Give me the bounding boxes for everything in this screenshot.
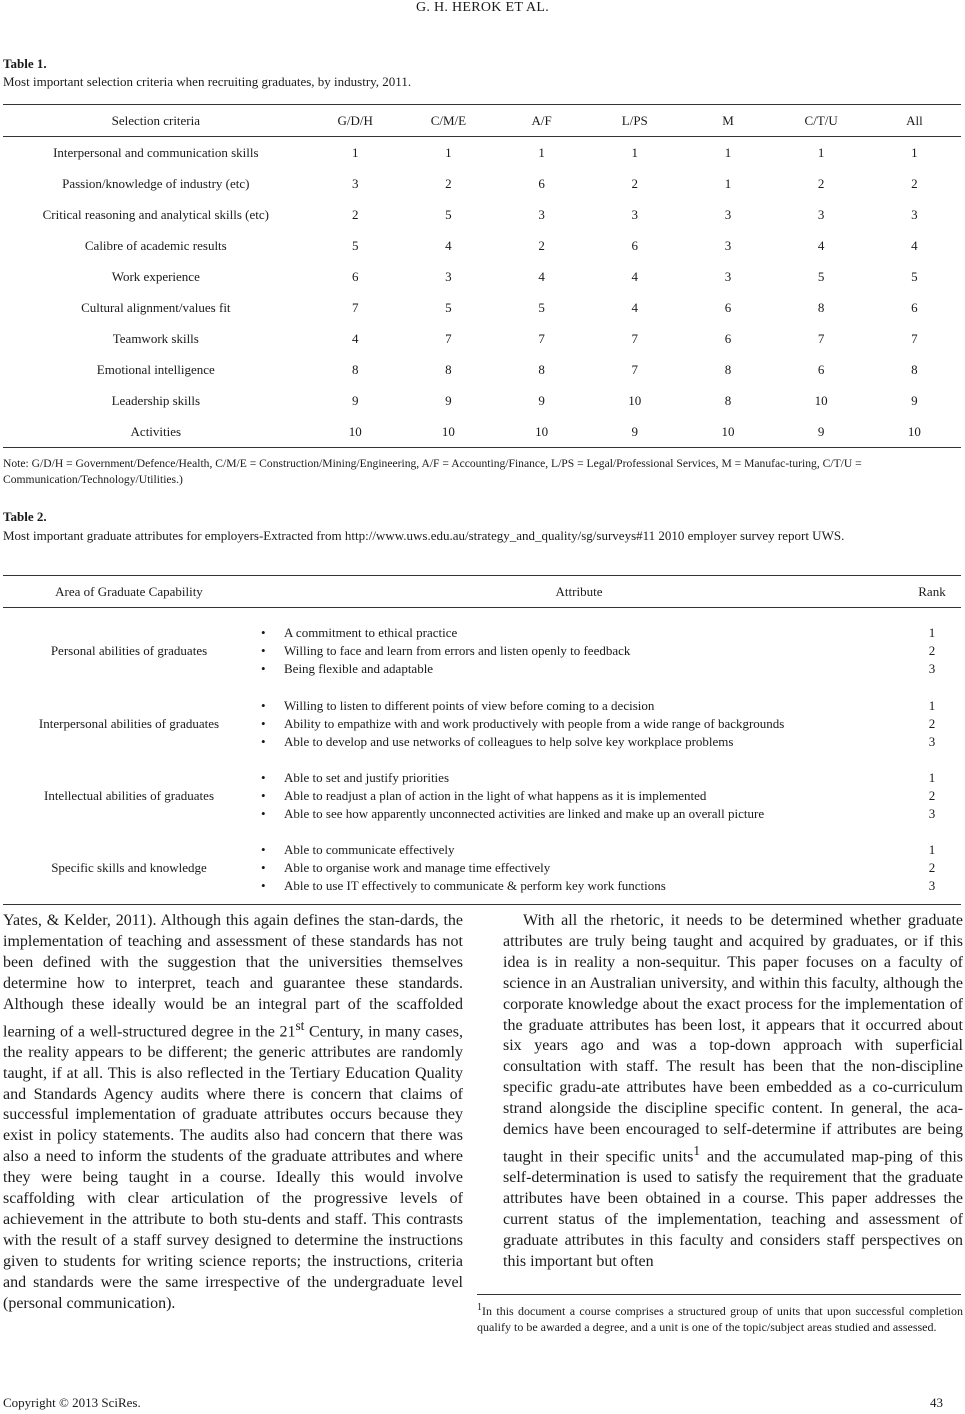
attribute-cell [255,832,903,905]
attribute-item: • Able to organise work and manage time effectively [255,859,903,877]
rank-value: 2 [928,716,936,731]
rank-value: 1 [928,842,936,857]
rank-cell: 9 [775,416,868,448]
table-row [3,832,961,905]
table2-header-area: Area of Graduate Capability [3,576,255,608]
rank-cell: 9 [445,392,452,408]
table1-note: Note: G/D/H = Government/Defence/Health, C/M/E = Construction/Mining/Engineering, A/F = Accounting/Finance, L/PS = Legal/Professional Services, M = Manufac-turing, C/T/U = Communication/Technology/Utilities.) [3,457,862,486]
rank-cell: 1 [724,144,732,160]
criteria-cell: Activities [3,416,309,448]
table-row [3,354,961,385]
table2-label: Table 2. [3,509,47,524]
criteria-cell: Emotional intelligence [96,361,215,377]
rank-cell: 9 [588,416,681,448]
rank-cell: 2 [817,175,825,191]
rank-cell [903,760,961,832]
body-column-left [3,911,463,1315]
rank-cell: 2 [631,175,639,191]
rank-cell: 10 [309,416,402,448]
rank-cell: 2 [351,206,359,222]
criteria-cell: Interpersonal and communication skills [53,144,259,160]
table1-body [3,137,961,448]
table-row [3,168,961,199]
rank-cell: 4 [631,268,639,284]
attribute-list [255,697,903,751]
paragraph [503,911,963,1273]
attribute-cell [255,608,903,689]
rank-cell: 2 [538,237,545,253]
rank-cell: 3 [724,237,732,253]
attribute-item: • Ability to empathize with and work productively with people from a wide range of backgrounds [255,715,903,733]
table2-body [3,608,961,905]
rank-cell: 2 [911,175,918,191]
rank-cell: 8 [724,361,732,377]
capability-area-cell: Interpersonal abilities of graduates [38,716,220,731]
rank-cell: 3 [911,206,918,222]
rank-cell: 9 [351,392,359,408]
rank-cell [903,688,961,760]
table-row [3,230,961,261]
rank-cell: 4 [351,330,359,346]
criteria-cell: Work experience [111,268,200,284]
table1-header-cell: G/D/H [309,105,402,137]
rank-cell: 7 [631,330,639,346]
attribute-list [255,624,903,678]
rank-value: 2 [928,643,936,658]
rank-cell: 3 [351,175,359,191]
rank-cell [903,832,961,905]
rank-cell: 6 [538,175,545,191]
criteria-cell: Critical reasoning and analytical skills (etc) [42,206,269,222]
rank-cell: 4 [911,237,918,253]
table2 [3,575,961,905]
rank-cell: 10 [681,416,774,448]
capability-area-cell: Personal abilities of graduates [50,643,208,658]
table1 [3,104,961,448]
attribute-item: • A commitment to ethical practice [255,624,903,642]
rank-cell: 1 [817,144,825,160]
rank-cell: 4 [445,237,452,253]
attribute-item: • Being flexible and adaptable [255,660,903,678]
attribute-item: • Able to communicate effectively [255,841,903,859]
rank-cell: 5 [351,237,359,253]
rank-cell: 3 [817,206,825,222]
table-row [3,292,961,323]
attribute-item: • Able to set and justify priorities [255,769,903,787]
attribute-list [255,841,903,895]
rank-value: 3 [928,806,936,821]
text-run: and the accumulated map-ping of this self-determination is used to satisfy the requirement that the graduate attributes have been obtained in a course. This paper addresses the current status of the implementation, teaching and assessment of graduate attributes in this faculty and considers staff perspectives on this important but often [503,1148,963,1270]
page-number: 43 [930,1395,943,1410]
rank-cell: 5 [538,299,545,315]
criteria-cell: Teamwork skills [112,330,199,346]
rank-cell: 6 [911,299,918,315]
rank-cell: 3 [724,206,732,222]
criteria-cell: Cultural alignment/values fit [81,299,231,315]
table-row [3,261,961,292]
copyright-footer: Copyright © 2013 SciRes. [3,1395,141,1410]
rank-cell: 8 [911,361,918,377]
table-row [3,416,961,448]
footnote-marker: 1 [477,1302,482,1313]
text-run: Yates, & Kelder, 2011). Although this again defines the stan-dards, the implementation of teaching and assessment of these standards has not been defined with the suggestion that the universities themselves determine how to interpret, teach and guarantee these standards. Although these ideally would be an integral part of the scaffolded learning of a well-structured degree in the 21 [3,912,463,1040]
rank-cell: 1 [911,144,918,160]
rank-value: 3 [928,878,936,893]
rank-cell: 4 [817,237,825,253]
table1-header-cell: All [868,105,961,137]
rank-cell: 4 [538,268,545,284]
rank-cell: 8 [724,392,732,408]
rank-cell: 7 [911,330,918,346]
rank-cell: 3 [631,206,639,222]
rank-cell: 1 [351,144,359,160]
table2-caption: Most important graduate attributes for employers-Extracted from http://www.uws.edu.au/strategy_and_quality/sg/surveys#11 2010 employer survey report UWS. [3,528,845,543]
table1-header-cell: A/F [495,105,588,137]
running-header: G. H. HEROK ET AL. [415,0,550,15]
table-row [3,137,961,169]
criteria-cell: Leadership skills [111,392,201,408]
rank-cell: 8 [538,361,545,377]
table-row [3,688,961,760]
table1-header-cell: M [681,105,774,137]
table1-header-cell: C/M/E [402,105,495,137]
attribute-item: • Able to develop and use networks of colleagues to help solve key workplace problems [255,733,903,751]
rank-cell: 10 [628,392,642,408]
rank-cell: 3 [445,268,452,284]
rank-cell: 6 [817,361,825,377]
rank-cell: 10 [868,416,961,448]
table1-caption: Most important selection criteria when recruiting graduates, by industry, 2011. [3,74,412,89]
table-row [3,199,961,230]
attribute-cell [255,688,903,760]
rank-cell: 6 [351,268,359,284]
rank-cell: 10 [814,392,828,408]
rank-value: 3 [928,734,936,749]
rank-cell: 6 [724,330,732,346]
rank-cell: 2 [445,175,452,191]
attribute-item: • Able to readjust a plan of action in the light of what happens as it is implemented [255,787,903,805]
footnote-text: In this document a course comprises a structured group of units that upon successful completion qualify to be awarded a degree, and a unit is one of the topic/subject areas studied and assessed. [477,1304,963,1334]
rank-cell: 7 [445,330,452,346]
rank-cell: 7 [351,299,359,315]
rank-cell: 1 [445,144,452,160]
capability-area-cell: Specific skills and knowledge [3,832,255,905]
attribute-list [255,769,903,823]
table1-header-row [3,105,961,137]
rank-cell: 1 [631,144,639,160]
rank-cell: 8 [351,361,359,377]
table-row [3,608,961,689]
rank-cell: 3 [724,268,732,284]
rank-cell: 5 [911,268,918,284]
rank-value: 1 [928,698,936,713]
rank-cell: 5 [817,268,825,284]
footnote-divider [477,1294,961,1295]
attribute-cell [255,760,903,832]
rank-cell: 8 [445,361,452,377]
rank-value: 3 [928,661,936,676]
footnote [477,1300,963,1335]
rank-value: 1 [928,770,936,785]
rank-cell: 10 [495,416,588,448]
rank-cell: 6 [724,299,732,315]
table2-header-attribute: Attribute [255,576,903,608]
table1-header-cell: C/T/U [775,105,868,137]
superscript: st [295,1017,305,1033]
criteria-cell: Passion/knowledge of industry (etc) [62,175,250,191]
rank-cell [903,608,961,689]
rank-cell: 4 [631,299,639,315]
rank-cell: 5 [445,206,452,222]
table1-header-cell: L/PS [588,105,681,137]
table-row [3,760,961,832]
table1-label: Table 1. [3,56,47,71]
table2-header-rank: Rank [903,576,961,608]
rank-value: 2 [928,788,936,803]
rank-cell: 7 [817,330,825,346]
footnote-ref: 1 [693,1142,701,1158]
table-row [3,385,961,416]
table2-header-row [3,576,961,608]
rank-value: 1 [928,625,936,640]
rank-cell: 7 [538,330,545,346]
rank-cell: 1 [538,144,545,160]
criteria-cell: Calibre of academic results [84,237,227,253]
paragraph [3,911,463,1315]
attribute-item: • Able to see how apparently unconnected activities are linked and make up an overall picture [255,805,903,823]
attribute-item: • Able to use IT effectively to communicate & perform key work functions [255,877,903,895]
rank-cell: 7 [631,361,639,377]
text-run: Century, in many cases, the reality appears to be different; the generic attributes are randomly taught, if at all. This is also reflected in the Tertiary Education Quality and Standards Agency audits where there is concern that claims of successful implementation of graduate attributes occurs because they exist in policy statements. The audits also had concern that there was also a need to inform the students of the graduate attributes and where they were being taught in a course. Ideally this would involve scaffolding with clear articulation of the progressive levels of achievement in the attribute to both stu-dents and staff. This contrasts with the result of a staff survey designed to determine the instructions given to students for writing science reports; the instructions, criteria and standards were the same irrespective of the undergraduate level (personal communication). [3,1022,464,1312]
attribute-item: • Willing to face and learn from errors and listen openly to feedback [255,642,903,660]
rank-cell: 5 [445,299,452,315]
table1-header-cell: Selection criteria [3,105,309,137]
rank-cell: 10 [402,416,495,448]
rank-cell: 6 [631,237,639,253]
text-run: With all the rhetoric, it needs to be determined whether graduate attributes are truly being taught and acquired by graduates, or if this idea is in reality a non-sequitur. This paper focuses on a faculty of science in an Australian university, and within this faculty, although the corporate knowledge about the exact process for the implementation of the graduate attributes has been lost, it appears that it occurred about six years ago and was a top-down approach with superficial consultation with staff. The result has been that the non-discipline specific gradu-ate attributes have been embedded as a co-curriculum strand alongside the discipline specific content. In general, the aca-demics have been encouraged to self-determine if attributes are being taught in their specific units [503,912,963,1166]
rank-cell: 9 [538,392,545,408]
capability-area-cell: Intellectual abilities of graduates [43,788,214,803]
attribute-item: • Willing to listen to different points of view before coming to a decision [255,697,903,715]
body-column-right [503,911,963,1273]
rank-cell: 8 [817,299,825,315]
table-row [3,323,961,354]
rank-cell: 9 [911,392,918,408]
rank-cell: 1 [724,175,732,191]
rank-value: 2 [928,860,936,875]
rank-cell: 3 [538,206,545,222]
